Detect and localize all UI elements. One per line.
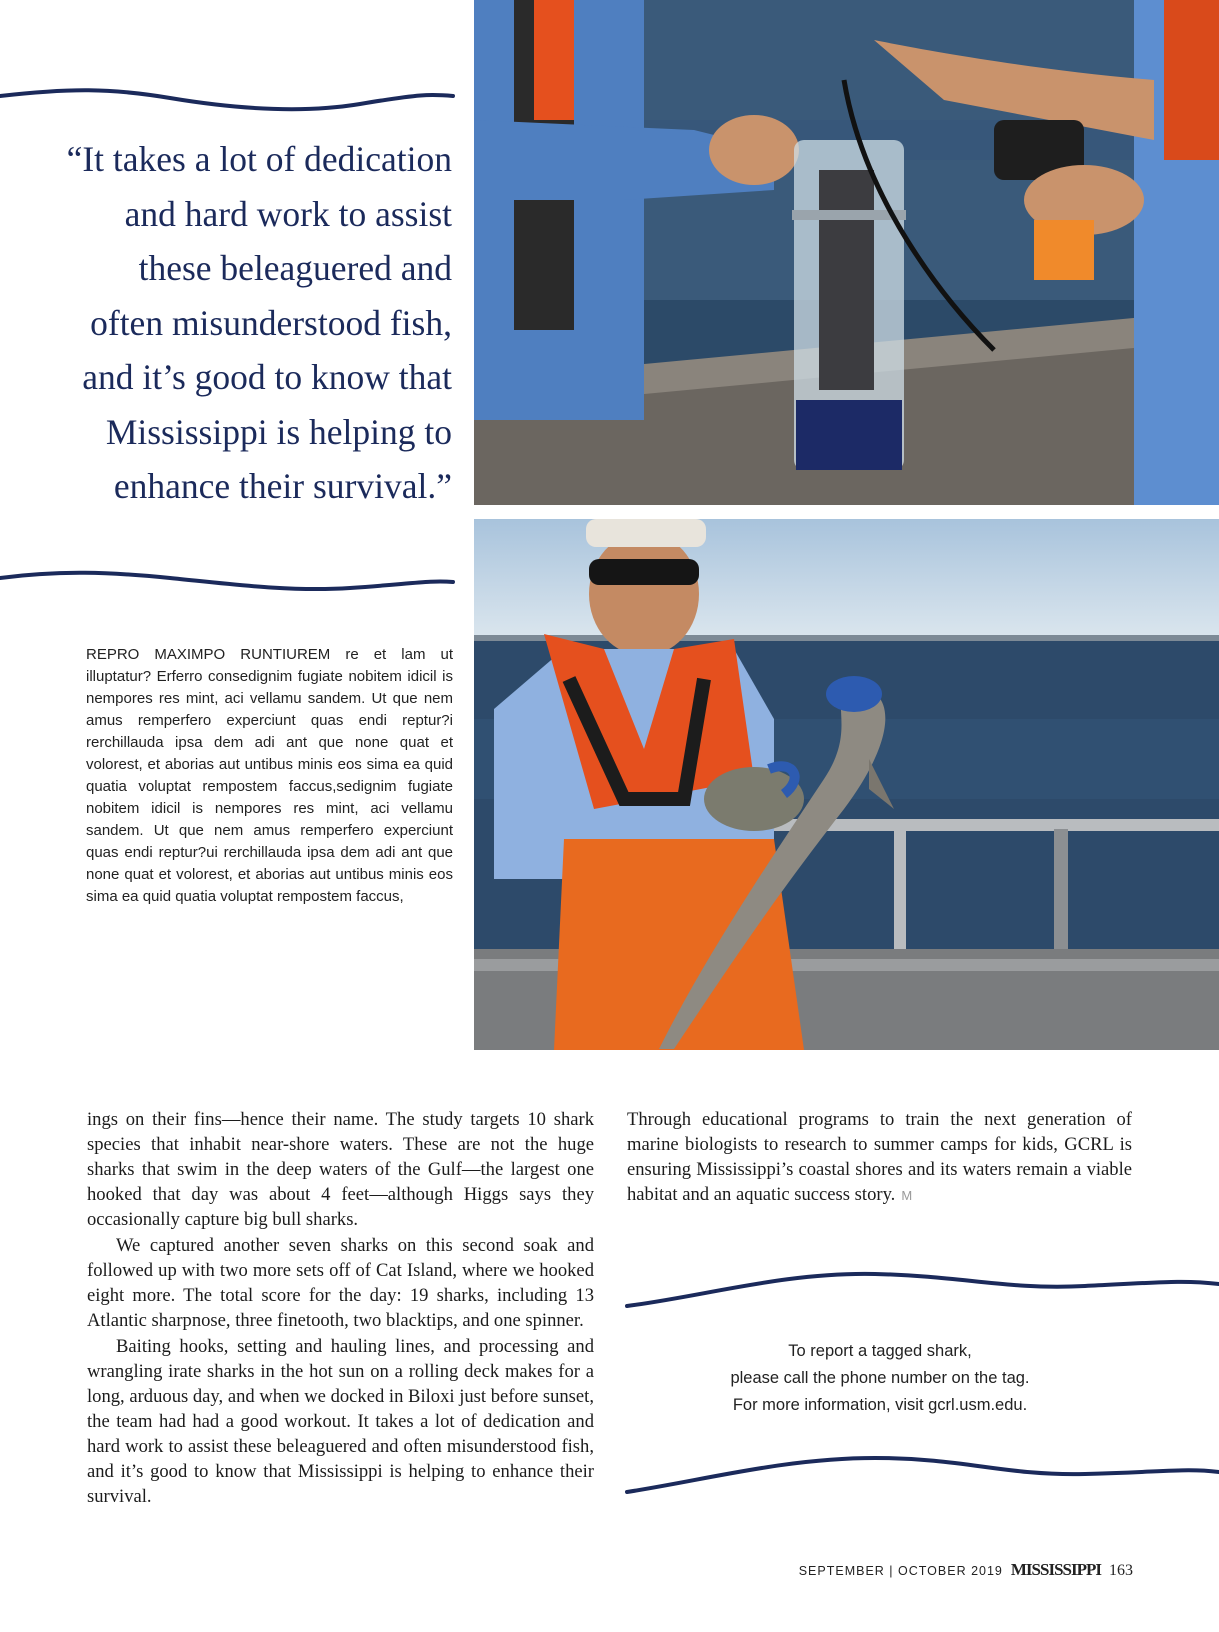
top-wave-divider	[0, 84, 460, 124]
photo-shark-handling	[474, 519, 1219, 1050]
sidebar-lead: REPRO MAXIMPO RUNTIUREM	[86, 646, 331, 663]
sidebar-body: re et lam ut illuptatur? Erferro consedignim fugiate nobitem idicil is nempores res mint, aci vellamu sandem. Ut que nem amus remperfero experciunt quas endi reptur?i rerchillauda ipsa dem adi ant que none quat et volorest, et aborias aut untibus minis eos sima ea quid quatia voluptat rempostem faccus,sedignim fugiate nobitem idicil is nempores res mint, aci vellamu sandem. Ut que nem amus remperfero experciunt quas endi reptur?ui rerchillauda ipsa dem adi ant que none quat et volorest, et aborias aut untibus minis eos sima ea quid quatia voluptat rempostem faccus,	[86, 646, 453, 905]
article-closing-paragraph: Through educational programs to train the next generation of marine biologists to research to summer camps for kids, GCRL is ensuring Mississippi’s coastal shores and its waters remain a viable habitat and an aquatic success story.	[627, 1109, 1132, 1205]
info-line-2: please call the phone number on the tag.	[730, 1369, 1030, 1387]
folio-issue-date: SEPTEMBER | OCTOBER 2019	[798, 1564, 1003, 1578]
info-line-3: For more information, visit gcrl.usm.edu.	[732, 1396, 1028, 1414]
info-box-bottom-wave	[625, 1452, 1219, 1500]
info-line-1: To report a tagged shark,	[788, 1342, 972, 1360]
photo-water-sampling	[474, 0, 1219, 505]
page-folio	[799, 1560, 1133, 1580]
article-paragraph-1: ings on their fins—hence their name. The study targets 10 shark species that inhabit near-shore waters. These are not the huge sharks that swim in the deep waters of the Gulf—the largest one hooked that day was about 4 feet—although Higgs says they occasionally capture big bull sharks.	[87, 1109, 594, 1230]
pull-quote-bottom-wave	[0, 566, 460, 606]
pull-quote: “It takes a lot of dedication and hard work to assist these beleaguered and often misunderstood fish, and it’s good to know that Mississippi is helping to enhance their survival.”	[66, 139, 452, 506]
article-paragraph-2: We captured another seven sharks on this second soak and followed up with two more sets off of Cat Island, where we hooked eight more. The total score for the day: 19 sharks, including 13 Atlantic sharpnose, three finetooth, two blacktips, and one spinner.	[87, 1235, 594, 1331]
info-box-top-wave	[625, 1266, 1219, 1314]
info-box	[700, 1338, 1060, 1419]
magazine-logo: MISSISSIPPI	[1010, 1560, 1101, 1579]
article-column-right	[627, 1107, 1132, 1208]
article-column-left	[87, 1107, 594, 1509]
article-paragraph-3: Baiting hooks, setting and hauling lines, and processing and wrangling irate sharks in the hot sun on a rolling deck makes for a long, arduous day, and when we docked in Biloxi just before sunset, the team had had a good workout. It takes a lot of dedication and hard work to assist these beleaguered and often misunderstood fish, and it’s good to know that Mississippi is helping to enhance their survival.	[87, 1336, 594, 1507]
sidebar-text-block	[86, 644, 453, 908]
end-mark-icon: M	[901, 1188, 913, 1203]
page-number: 163	[1109, 1562, 1133, 1579]
